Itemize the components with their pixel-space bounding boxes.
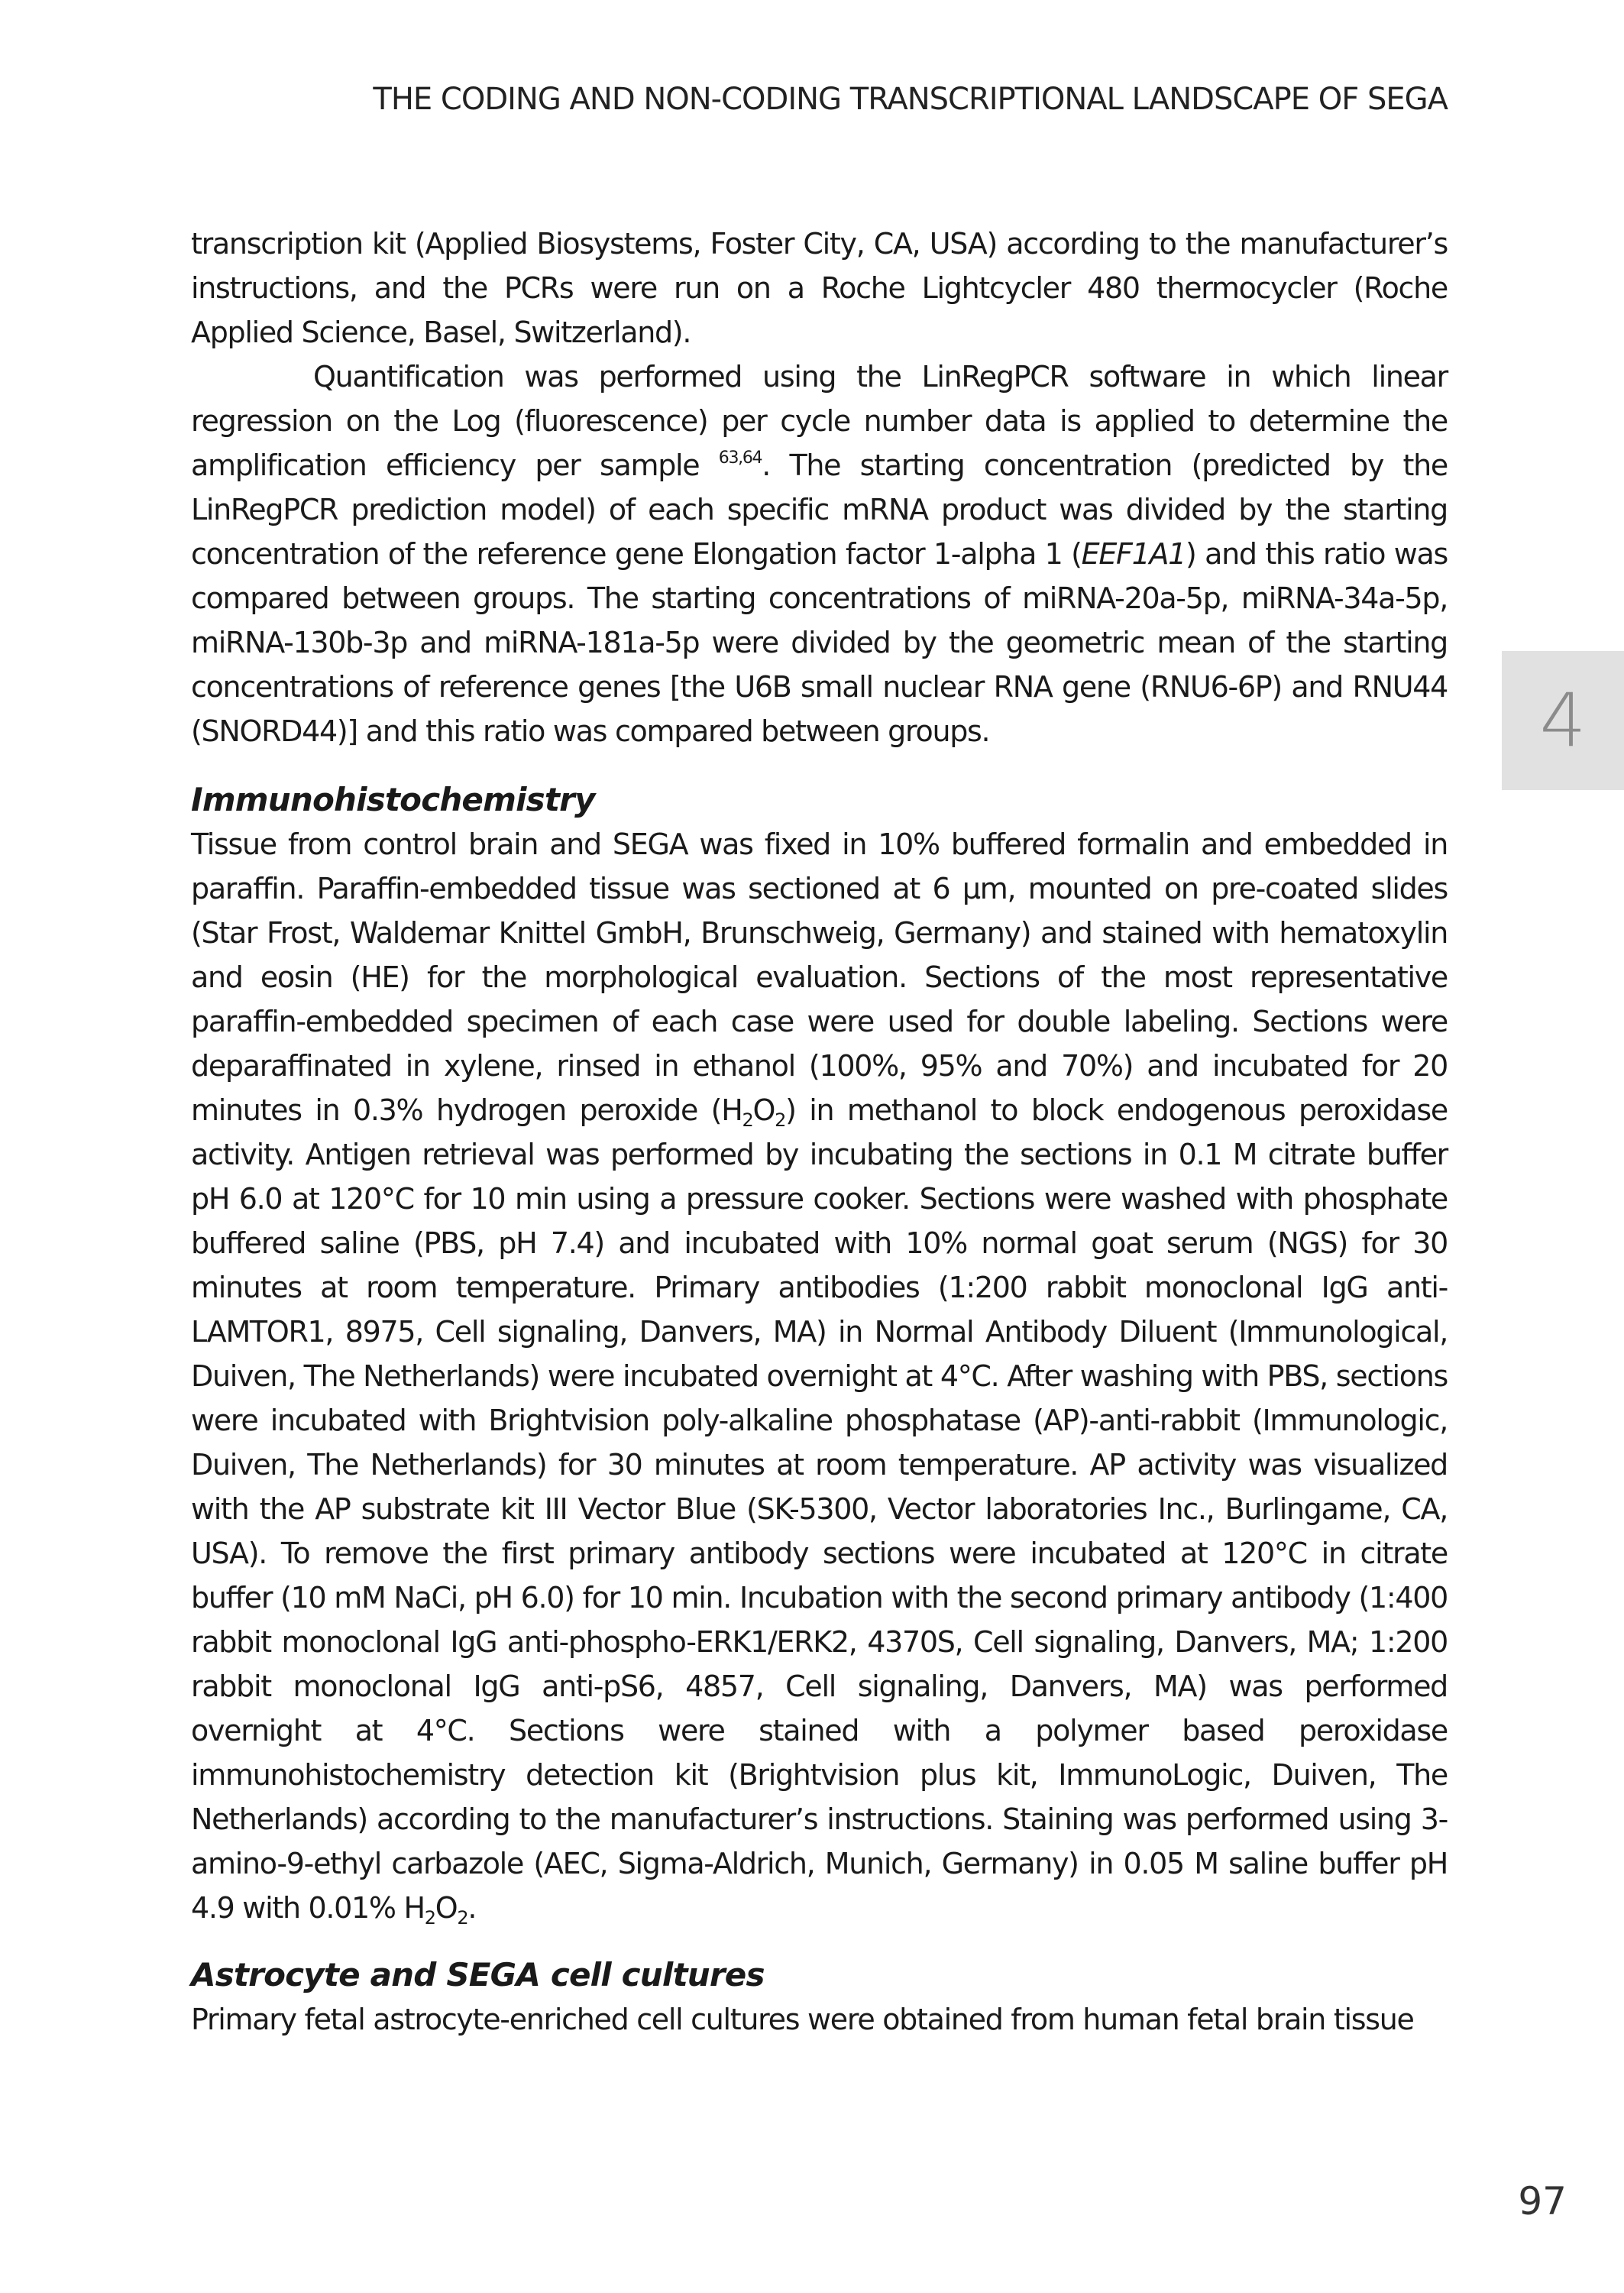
subscript-2: 2	[457, 1907, 468, 1929]
paragraph-immunohistochemistry	[191, 822, 1448, 1930]
subscript-2: 2	[775, 1109, 786, 1131]
quantification-text-2: . The starting concentration (predicted by the LinRegPCR prediction model) of each specific mRNA product was divided by the starting concentration of the reference gene Elongation factor 1-alpha 1 (	[191, 449, 1448, 571]
citation-ref: 63,64	[718, 449, 762, 468]
subscript-2: 2	[424, 1907, 435, 1929]
ihc-text-2: ) in methanol to block endogenous peroxidase activity. Antigen retrieval was performed by incubating the sections in 0.1 M citrate buffer pH 6.0 at 120°C for 10 min using a pressure cooker. Sections were washed with phosphate buffered saline (PBS, pH 7.4) and incubated with 10% normal goat serum (NGS) for 30 minutes at room temperature. Primary antibodies (1:200 rabbit monoclonal IgG anti-LAMTOR1, 8975, Cell signaling, Danvers, MA) in Normal Antibody Diluent (Immunological, Duiven, The Netherlands) were incubated overnight at 4°C. After washing with PBS, sections were incubated with Brightvision poly-alkaline phosphatase (AP)-anti-rabbit (Immunologic, Duiven, The Netherlands) for 30 minutes at room temperature. AP activity was visualized with the AP substrate kit III Vector Blue (SK-5300, Vector laboratories Inc., Burlingame, CA, USA). To remove the first primary antibody sections were incubated at 120°C in citrate buffer (10 mM NaCi, pH 6.0) for 10 min. Incubation with the second primary antibody (1:400 rabbit monoclonal IgG anti-phospho-ERK1/ERK2, 4370S, Cell signaling, Danvers, MA; 1:200 rabbit monoclonal IgG anti-pS6, 4857, Cell signaling, Danvers, MA) was performed overnight at 4°C. Sections were stained with a polymer based peroxidase immunohistochemistry detection kit (Brightvision plus kit, ImmunoLogic, Duiven, The Netherlands) according to the manufacturer’s instructions. Staining was performed using 3-amino-9-ethyl carbazole (AEC, Sigma-Aldrich, Munich, Germany) in 0.05 M saline buffer pH 4.9 with 0.01% H	[191, 1093, 1448, 1925]
ihc-text-1: Tissue from control brain and SEGA was fixed in 10% buffered formalin and embedded in paraffin. Paraffin-embedded tissue was sectioned at 6 µm, mounted on pre-coated slides (Star Frost, Waldemar Knittel GmbH, Brunschweig, Germany) and stained with hematoxylin and eosin (HE) for the morphological evaluation. Sections of the most representative paraffin-embedded specimen of each case were used for double labeling. Sections were deparaffinated in xylene, rinsed in ethanol (100%, 95% and 70%) and incubated for 20 minutes in 0.3% hydrogen peroxide (H	[191, 827, 1448, 1127]
page-body	[191, 222, 1448, 2042]
subscript-2: 2	[742, 1109, 753, 1131]
ihc-end: .	[467, 1891, 477, 1925]
chapter-tab: 4	[1502, 651, 1624, 790]
quantification-text-3: ) and this ratio was compared between groups. The starting concentrations of miRNA-20a-5p, miRNA-34a-5p, miRNA-130b-3p and miRNA-181a-5p were divided by the geometric mean of the starting concentrations of reference genes [the U6B small nuclear RNA gene (RNU6-6P) and RNU44 (SNORD44)] and this ratio was compared between groups.	[191, 537, 1448, 748]
section-heading-immunohistochemistry: Immunohistochemistry	[191, 781, 595, 818]
paragraph-cell-cultures: Primary fetal astrocyte-enriched cell cultures were obtained from human fetal brain tissue	[191, 2003, 1414, 2036]
paragraph-quantification	[191, 355, 1448, 753]
running-header: THE CODING AND NON-CODING TRANSCRIPTIONAL LANDSCAPE OF SEGA	[373, 82, 1448, 117]
ihc-oxygen: O	[435, 1891, 458, 1925]
paragraph-pcr-kit: transcription kit (Applied Biosystems, Foster City, CA, USA) according to the manufacturer’s instructions, and the PCRs were run on a Roche Lightcycler 480 thermocycler (Roche Applied Science, Basel, Switzerland).	[191, 227, 1448, 349]
section-heading-cell-cultures: Astrocyte and SEGA cell cultures	[191, 1956, 765, 1993]
ihc-oxygen: O	[752, 1093, 775, 1127]
gene-name: EEF1A1	[1081, 537, 1186, 571]
page-number: 97	[1518, 2179, 1567, 2223]
quantification-text-1: Quantification was performed using the LinRegPCR software in which linear regression on the Log (fluorescence) per cycle number data is applied to determine the amplification efficiency per sample	[191, 360, 1448, 482]
